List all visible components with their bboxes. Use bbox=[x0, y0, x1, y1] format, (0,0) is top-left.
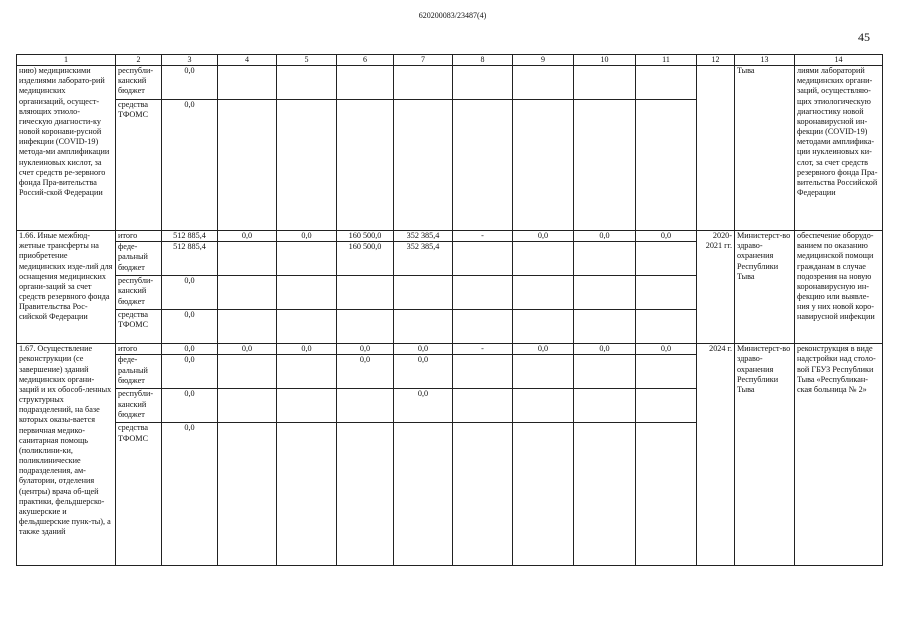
column-number: 9 bbox=[513, 55, 574, 66]
funding-source: республи-канский бюджет bbox=[116, 276, 162, 310]
amount-cell: - bbox=[453, 344, 513, 355]
funding-source: итого bbox=[116, 344, 162, 355]
executor: Тыва bbox=[735, 66, 795, 231]
measure-description: 1.67. Осуществление реконструкции (се завершение) зданий медицинских органи-заций и их обособ-ленных структурных подразделений, на базе которых оказы-вается первичная медико-санитарная помощь (поликлини-ки, поликлинические подразделения, ам-булатории, отделения (центры) врача об-щей практики, фельдшерско-акушерские и фельдшерские пунк-ты), а также зданий bbox=[17, 344, 116, 566]
expected-result: обеспечение оборудо-ванием по оказанию медицинской помощи гражданам в случае подозрения на новую коронавирусную ин-фекцию или выявле-ния у них новой коро-навирусной инфекции bbox=[795, 231, 883, 344]
funding-source: феде-ральный бюджет bbox=[116, 355, 162, 389]
amount-cell: 0,0 bbox=[337, 344, 394, 355]
column-number: 2 bbox=[116, 55, 162, 66]
document-code: 620200083/23487(4) bbox=[418, 11, 487, 20]
table-row bbox=[17, 66, 883, 100]
expected-result: реконструкция в виде надстройки над столо-вой ГБУЗ Республики Тыва «Республикан-ская больница № 2» bbox=[795, 344, 883, 566]
executor: Министерст-во здраво-охранения Республики Тыва bbox=[735, 344, 795, 566]
amount-total: 0,0 bbox=[162, 344, 218, 355]
column-number: 11 bbox=[636, 55, 697, 66]
table-row bbox=[17, 231, 883, 242]
funding-source: феде-ральный бюджет bbox=[116, 242, 162, 276]
amount-cell: 0,0 bbox=[394, 344, 453, 355]
column-number-row bbox=[17, 55, 883, 66]
funding-source: республи-канский бюджет bbox=[116, 66, 162, 100]
table-row bbox=[17, 344, 883, 355]
measure-description: 1.66. Иные межбюд-жетные трансферты на приобретение медицинских изде-лий для оснащения медицинских органи-заций за счет средств резервного фонда Правительства Рос-сийской Федерации bbox=[17, 231, 116, 344]
amount-total: 512 885,4 bbox=[162, 242, 218, 276]
amount-cell: 352 385,4 bbox=[394, 231, 453, 242]
column-number: 6 bbox=[337, 55, 394, 66]
column-number: 13 bbox=[735, 55, 795, 66]
column-number: 4 bbox=[218, 55, 277, 66]
amount-cell: 0,0 bbox=[394, 389, 453, 423]
amount-cell: 0,0 bbox=[513, 344, 574, 355]
amount-total: 0,0 bbox=[162, 100, 218, 231]
amount-cell: 0,0 bbox=[574, 344, 636, 355]
executor: Министерст-во здраво-охранения Республики Тыва bbox=[735, 231, 795, 344]
amount-cell: 0,0 bbox=[513, 231, 574, 242]
amount-cell: 352 385,4 bbox=[394, 242, 453, 276]
measure-description: нию) медицинскими изделиями лаборато-рий медицинских организаций, осущест-вляющих этиоло-гическую диагности-ку новой коронави-русной инфекции (COVID-19) метода-ми амплификации нуклеиновых кислот, за счет средств ре-зервного фонда Пра-вительства Россий-ской Федерации bbox=[17, 66, 116, 231]
amount-cell: 0,0 bbox=[277, 231, 337, 242]
amount-total: 0,0 bbox=[162, 66, 218, 100]
amount-cell: 0,0 bbox=[636, 231, 697, 242]
amount-cell: 0,0 bbox=[337, 355, 394, 389]
column-number: 1 bbox=[17, 55, 116, 66]
column-number: 8 bbox=[453, 55, 513, 66]
column-number: 14 bbox=[795, 55, 883, 66]
period bbox=[697, 66, 735, 231]
period: 2020-2021 гг. bbox=[697, 231, 735, 344]
column-number: 7 bbox=[394, 55, 453, 66]
funding-source: средства ТФОМС bbox=[116, 423, 162, 566]
page-number: 45 bbox=[858, 30, 870, 44]
program-table bbox=[16, 54, 883, 566]
amount-cell: 160 500,0 bbox=[337, 231, 394, 242]
funding-source: республи-канский бюджет bbox=[116, 389, 162, 423]
column-number: 12 bbox=[697, 55, 735, 66]
amount-total: 0,0 bbox=[162, 423, 218, 566]
column-number: 5 bbox=[277, 55, 337, 66]
funding-source: средства ТФОМС bbox=[116, 310, 162, 344]
amount-cell: 0,0 bbox=[574, 231, 636, 242]
column-number: 10 bbox=[574, 55, 636, 66]
period: 2024 г. bbox=[697, 344, 735, 566]
column-number: 3 bbox=[162, 55, 218, 66]
amount-total: 0,0 bbox=[162, 355, 218, 389]
amount-cell: - bbox=[453, 231, 513, 242]
amount-cell: 0,0 bbox=[218, 231, 277, 242]
expected-result: лиями лабораторий медицинских органи-заций, осуществляю-щих этиологическую диагностику новой коронавирусной ин-фекции (COVID-19) методами амплифика-ции нуклеиновых ки-слот, за счет средств резервного фонда Пра-вительства Российской Федерации bbox=[795, 66, 883, 231]
amount-cell: 0,0 bbox=[636, 344, 697, 355]
funding-source: итого bbox=[116, 231, 162, 242]
amount-total: 0,0 bbox=[162, 276, 218, 310]
amount-cell: 0,0 bbox=[277, 344, 337, 355]
amount-cell: 0,0 bbox=[218, 344, 277, 355]
amount-total: 0,0 bbox=[162, 389, 218, 423]
amount-cell: 160 500,0 bbox=[337, 242, 394, 276]
amount-total: 512 885,4 bbox=[162, 231, 218, 242]
funding-source: средства ТФОМС bbox=[116, 100, 162, 231]
amount-cell: 0,0 bbox=[394, 355, 453, 389]
amount-total: 0,0 bbox=[162, 310, 218, 344]
